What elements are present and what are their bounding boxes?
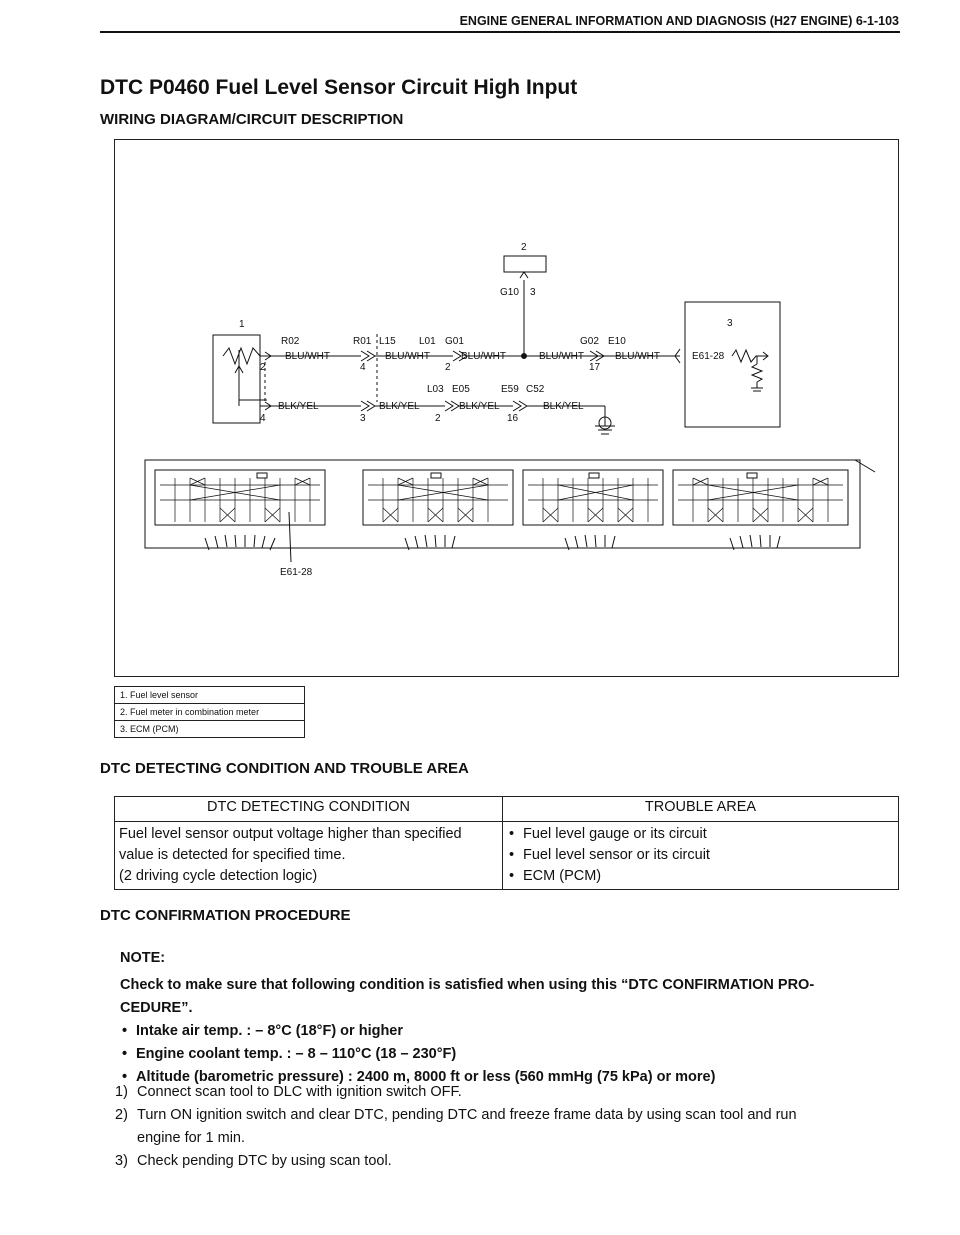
trouble-item: • Fuel level sensor or its circuit xyxy=(507,845,894,866)
trouble-cell xyxy=(503,822,899,890)
meter-connector xyxy=(520,272,528,278)
wire-label: BLU/WHT xyxy=(615,351,660,362)
condition-line: value is detected for specified time. xyxy=(119,847,346,863)
connector-label: E59 xyxy=(501,384,519,395)
wire-label: BLU/WHT xyxy=(285,351,330,362)
dtc-condition-table xyxy=(114,796,899,890)
connector-label: L15 xyxy=(379,336,396,347)
note-bullet: • Intake air temp. : – 8°C (18°F) or higher xyxy=(120,1020,900,1043)
label-component-3: 3 xyxy=(727,318,733,329)
step-text: Connect scan tool to DLC with ignition switch OFF. xyxy=(137,1084,462,1100)
trouble-item: • Fuel level gauge or its circuit xyxy=(507,824,894,845)
note-bullet: • Engine coolant temp. : – 8 – 110°C (18 – 230°F) xyxy=(120,1043,900,1066)
note-bullet: • Altitude (barometric pressure) : 2400 m, 8000 ft or less (560 mmHg (75 kPa) or more) xyxy=(120,1066,900,1089)
ecm-connector-face xyxy=(145,460,875,562)
section-heading-confirmation: DTC CONFIRMATION PROCEDURE xyxy=(100,907,351,924)
wire-label: BLK/YEL xyxy=(379,401,420,412)
page-title: DTC P0460 Fuel Level Sensor Circuit High Input xyxy=(100,76,578,99)
procedure-step xyxy=(115,1104,900,1127)
wire-label: BLK/YEL xyxy=(459,401,500,412)
connector-label: G02 xyxy=(580,336,599,347)
note-block xyxy=(120,947,900,1089)
connector-label: L01 xyxy=(419,336,436,347)
pin-number: 2 xyxy=(445,362,451,373)
condition-line: Fuel level sensor output voltage higher than specified xyxy=(119,826,462,842)
step-number: 2) xyxy=(115,1107,128,1123)
legend-item: 1. Fuel level sensor xyxy=(115,687,305,704)
connector-label: E05 xyxy=(452,384,470,395)
wire-label: BLU/WHT xyxy=(461,351,506,362)
pin-number: 4 xyxy=(360,362,366,373)
table-header-condition: DTC DETECTING CONDITION xyxy=(115,797,503,822)
connector-label: E61-28 xyxy=(280,567,313,578)
legend-item: 3. ECM (PCM) xyxy=(115,721,305,738)
condition-line: (2 driving cycle detection logic) xyxy=(119,868,318,884)
pin-number: 3 xyxy=(530,287,536,298)
note-text: Check to make sure that following condition is satisfied when using this “DTC CONFIRMATION PRO- xyxy=(120,977,815,993)
header-rule xyxy=(100,31,900,33)
wire-label: BLK/YEL xyxy=(543,401,584,412)
table-header-trouble: TROUBLE AREA xyxy=(503,797,899,822)
pin-number: 3 xyxy=(360,413,366,424)
wire-label: BLU/WHT xyxy=(385,351,430,362)
wire-label: BLU/WHT xyxy=(539,351,584,362)
condition-cell xyxy=(115,822,503,890)
step-number: 1) xyxy=(115,1084,128,1100)
pin-number: 2 xyxy=(260,362,266,373)
pin-number: 2 xyxy=(435,413,441,424)
connector-label: E10 xyxy=(608,336,626,347)
step-text: engine for 1 min. xyxy=(137,1130,246,1146)
procedure-step xyxy=(115,1081,900,1104)
pin-number: 4 xyxy=(260,413,266,424)
step-number: 3) xyxy=(115,1153,128,1169)
wire-label: BLK/YEL xyxy=(278,401,319,412)
wiring-diagram xyxy=(114,139,899,677)
step-text: Turn ON ignition switch and clear DTC, pending DTC and freeze frame data by using scan tool and run xyxy=(137,1107,797,1123)
note-text: CEDURE”. xyxy=(120,1000,193,1016)
trouble-item: • ECM (PCM) xyxy=(507,866,894,887)
step-text: Check pending DTC by using scan tool. xyxy=(137,1153,392,1169)
connector-label: G01 xyxy=(445,336,464,347)
section-heading-wiring: WIRING DIAGRAM/CIRCUIT DESCRIPTION xyxy=(100,111,404,128)
connector-label: R02 xyxy=(281,336,300,347)
label-component-1: 1 xyxy=(239,319,245,330)
procedure-step xyxy=(115,1127,900,1150)
pin-number: 17 xyxy=(589,362,601,373)
section-heading-detecting: DTC DETECTING CONDITION AND TROUBLE AREA xyxy=(100,760,469,777)
connector-label: C52 xyxy=(526,384,545,395)
fuel-meter-symbol xyxy=(504,256,546,272)
diagram-legend xyxy=(114,686,305,738)
note-label: NOTE: xyxy=(120,950,166,966)
connector-label: E61-28 xyxy=(692,351,725,362)
fuel-level-sensor-symbol xyxy=(213,335,267,423)
label-component-2: 2 xyxy=(521,242,527,253)
procedure-steps xyxy=(115,1081,900,1173)
connector-label: L03 xyxy=(427,384,444,395)
pin-number: 16 xyxy=(507,413,519,424)
running-header: ENGINE GENERAL INFORMATION AND DIAGNOSIS (H27 ENGINE) 6-1-103 xyxy=(459,14,899,28)
legend-item: 2. Fuel meter in combination meter xyxy=(115,704,305,721)
procedure-step xyxy=(115,1150,900,1173)
connector-label: G10 xyxy=(500,287,519,298)
connector-label: R01 xyxy=(353,336,372,347)
